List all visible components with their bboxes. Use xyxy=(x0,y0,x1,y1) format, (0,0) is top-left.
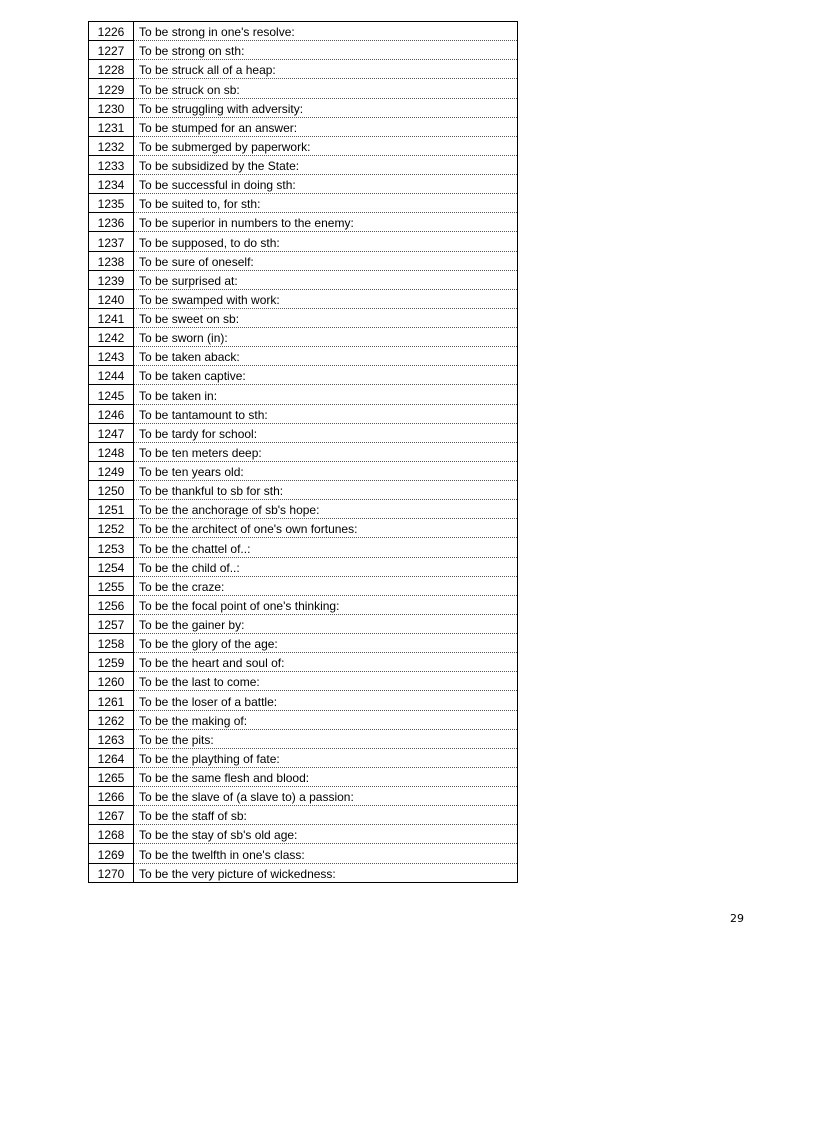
entry-number: 1229 xyxy=(89,79,134,98)
entry-number: 1265 xyxy=(89,767,134,786)
entry-phrase: To be swamped with work: xyxy=(134,289,518,308)
table-row xyxy=(89,22,518,41)
table-row xyxy=(89,748,518,767)
table-row xyxy=(89,347,518,366)
entry-phrase: To be taken captive: xyxy=(134,366,518,385)
entry-phrase: To be the staff of sb: xyxy=(134,806,518,825)
entry-number: 1230 xyxy=(89,98,134,117)
table-row xyxy=(89,729,518,748)
table-row xyxy=(89,308,518,327)
table-row xyxy=(89,519,518,538)
entry-number: 1258 xyxy=(89,634,134,653)
entry-number: 1251 xyxy=(89,500,134,519)
table-row xyxy=(89,136,518,155)
entry-number: 1233 xyxy=(89,155,134,174)
entry-number: 1262 xyxy=(89,710,134,729)
entry-number: 1255 xyxy=(89,576,134,595)
table-row xyxy=(89,251,518,270)
entry-number: 1264 xyxy=(89,748,134,767)
entry-number: 1244 xyxy=(89,366,134,385)
table-row xyxy=(89,691,518,710)
entry-number: 1254 xyxy=(89,557,134,576)
entry-phrase: To be struck on sb: xyxy=(134,79,518,98)
table-row xyxy=(89,98,518,117)
entry-phrase: To be the stay of sb's old age: xyxy=(134,825,518,844)
entry-phrase: To be the chattel of..: xyxy=(134,538,518,557)
entry-phrase: To be tardy for school: xyxy=(134,423,518,442)
table-row xyxy=(89,442,518,461)
table-row xyxy=(89,500,518,519)
table-row xyxy=(89,538,518,557)
entry-phrase: To be the heart and soul of: xyxy=(134,653,518,672)
entry-number: 1227 xyxy=(89,41,134,60)
table-row xyxy=(89,232,518,251)
entry-phrase: To be submerged by paperwork: xyxy=(134,136,518,155)
table-row xyxy=(89,634,518,653)
table-row xyxy=(89,155,518,174)
entry-phrase: To be superior in numbers to the enemy: xyxy=(134,213,518,232)
table-row xyxy=(89,844,518,863)
entry-number: 1266 xyxy=(89,787,134,806)
table-row xyxy=(89,787,518,806)
table-row xyxy=(89,481,518,500)
table-row xyxy=(89,117,518,136)
table-row xyxy=(89,404,518,423)
phrase-table xyxy=(88,21,518,883)
entry-number: 1261 xyxy=(89,691,134,710)
entry-phrase: To be sure of oneself: xyxy=(134,251,518,270)
phrase-table-body xyxy=(89,22,518,883)
entry-phrase: To be the last to come: xyxy=(134,672,518,691)
entry-phrase: To be strong on sth: xyxy=(134,41,518,60)
entry-number: 1245 xyxy=(89,385,134,404)
entry-number: 1253 xyxy=(89,538,134,557)
entry-number: 1257 xyxy=(89,614,134,633)
entry-number: 1247 xyxy=(89,423,134,442)
entry-number: 1267 xyxy=(89,806,134,825)
table-row xyxy=(89,385,518,404)
table-row xyxy=(89,60,518,79)
entry-number: 1231 xyxy=(89,117,134,136)
table-row xyxy=(89,576,518,595)
table-row xyxy=(89,461,518,480)
entry-number: 1242 xyxy=(89,328,134,347)
entry-number: 1256 xyxy=(89,595,134,614)
entry-number: 1269 xyxy=(89,844,134,863)
entry-phrase: To be strong in one's resolve: xyxy=(134,22,518,41)
entry-phrase: To be thankful to sb for sth: xyxy=(134,481,518,500)
entry-number: 1232 xyxy=(89,136,134,155)
entry-number: 1249 xyxy=(89,461,134,480)
table-row xyxy=(89,614,518,633)
entry-phrase: To be suited to, for sth: xyxy=(134,194,518,213)
table-row xyxy=(89,328,518,347)
entry-phrase: To be taken aback: xyxy=(134,347,518,366)
entry-number: 1260 xyxy=(89,672,134,691)
entry-phrase: To be ten years old: xyxy=(134,461,518,480)
entry-phrase: To be taken in: xyxy=(134,385,518,404)
page-number: 29 xyxy=(730,912,744,925)
table-row xyxy=(89,595,518,614)
entry-phrase: To be stumped for an answer: xyxy=(134,117,518,136)
entry-number: 1228 xyxy=(89,60,134,79)
entry-number: 1248 xyxy=(89,442,134,461)
entry-phrase: To be successful in doing sth: xyxy=(134,175,518,194)
entry-phrase: To be the loser of a battle: xyxy=(134,691,518,710)
entry-number: 1246 xyxy=(89,404,134,423)
table-row xyxy=(89,423,518,442)
entry-phrase: To be the child of..: xyxy=(134,557,518,576)
entry-phrase: To be the twelfth in one's class: xyxy=(134,844,518,863)
table-row xyxy=(89,653,518,672)
entry-number: 1239 xyxy=(89,270,134,289)
entry-number: 1268 xyxy=(89,825,134,844)
entry-phrase: To be the making of: xyxy=(134,710,518,729)
entry-number: 1235 xyxy=(89,194,134,213)
entry-phrase: To be surprised at: xyxy=(134,270,518,289)
table-row xyxy=(89,79,518,98)
entry-number: 1252 xyxy=(89,519,134,538)
table-row xyxy=(89,767,518,786)
entry-phrase: To be struggling with adversity: xyxy=(134,98,518,117)
entry-phrase: To be subsidized by the State: xyxy=(134,155,518,174)
table-row xyxy=(89,366,518,385)
table-row xyxy=(89,289,518,308)
table-row xyxy=(89,672,518,691)
entry-phrase: To be the focal point of one's thinking: xyxy=(134,595,518,614)
entry-phrase: To be the glory of the age: xyxy=(134,634,518,653)
entry-number: 1234 xyxy=(89,175,134,194)
entry-phrase: To be the pits: xyxy=(134,729,518,748)
entry-number: 1237 xyxy=(89,232,134,251)
entry-phrase: To be the same flesh and blood: xyxy=(134,767,518,786)
table-row xyxy=(89,710,518,729)
table-row xyxy=(89,557,518,576)
table-row xyxy=(89,41,518,60)
entry-number: 1236 xyxy=(89,213,134,232)
entry-phrase: To be struck all of a heap: xyxy=(134,60,518,79)
entry-phrase: To be the craze: xyxy=(134,576,518,595)
entry-phrase: To be tantamount to sth: xyxy=(134,404,518,423)
entry-phrase: To be the very picture of wickedness: xyxy=(134,863,518,882)
entry-phrase: To be ten meters deep: xyxy=(134,442,518,461)
entry-number: 1241 xyxy=(89,308,134,327)
entry-phrase: To be the anchorage of sb's hope: xyxy=(134,500,518,519)
entry-phrase: To be supposed, to do sth: xyxy=(134,232,518,251)
table-row xyxy=(89,825,518,844)
entry-number: 1270 xyxy=(89,863,134,882)
entry-number: 1243 xyxy=(89,347,134,366)
entry-phrase: To be sworn (in): xyxy=(134,328,518,347)
entry-phrase: To be sweet on sb: xyxy=(134,308,518,327)
table-row xyxy=(89,194,518,213)
table-row xyxy=(89,213,518,232)
table-row xyxy=(89,270,518,289)
entry-phrase: To be the gainer by: xyxy=(134,614,518,633)
entry-number: 1226 xyxy=(89,22,134,41)
entry-number: 1259 xyxy=(89,653,134,672)
table-row xyxy=(89,175,518,194)
entry-number: 1240 xyxy=(89,289,134,308)
entry-number: 1238 xyxy=(89,251,134,270)
table-row xyxy=(89,806,518,825)
entry-number: 1250 xyxy=(89,481,134,500)
entry-phrase: To be the plaything of fate: xyxy=(134,748,518,767)
entry-number: 1263 xyxy=(89,729,134,748)
table-row xyxy=(89,863,518,882)
entry-phrase: To be the slave of (a slave to) a passion: xyxy=(134,787,518,806)
entry-phrase: To be the architect of one's own fortunes: xyxy=(134,519,518,538)
